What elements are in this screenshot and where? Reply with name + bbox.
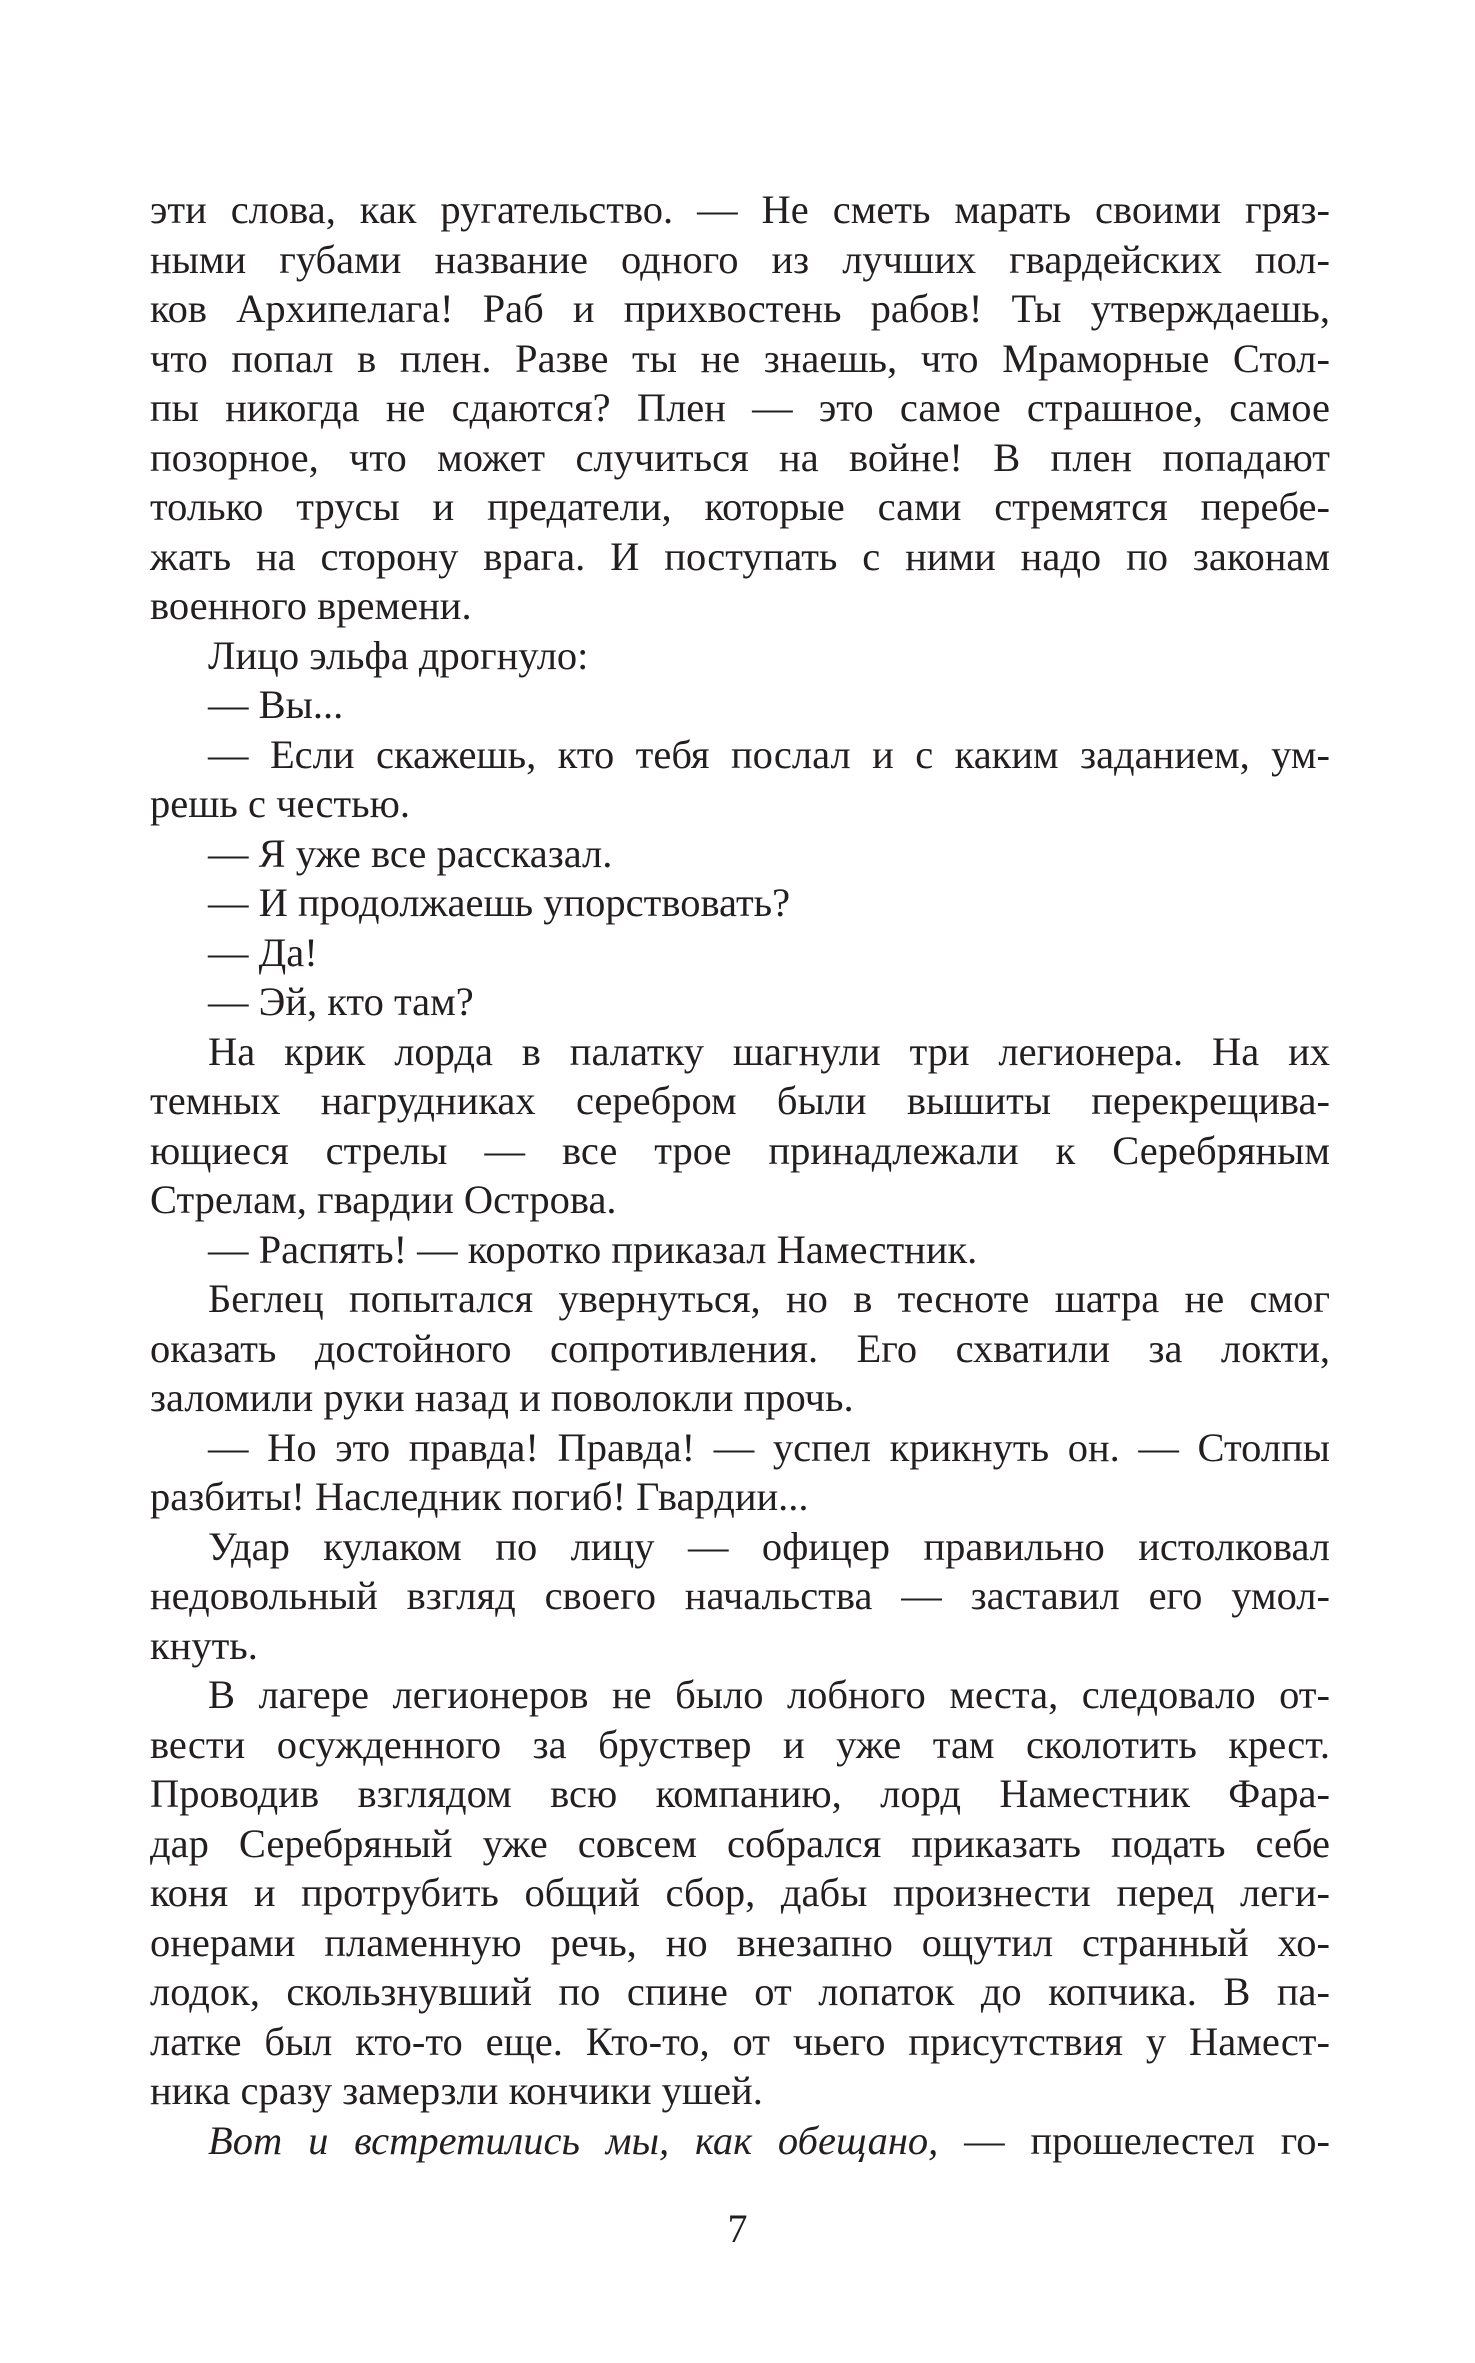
text-line: эти слова, как ругательство. — Не сметь марать своими гряз- — [150, 187, 1330, 232]
text-line: оказать достойного сопротивления. Его схватили за локти, — [150, 1325, 1330, 1371]
italic-phrase: Вот и встретились мы, как обещано, — [208, 2117, 939, 2163]
text-line — [150, 2116, 1330, 2166]
text-line: пы никогда не сдаются? Плен — это самое страшное, самое — [150, 385, 1330, 430]
text-line: ков Архипелага! Раб и прихвостень рабов! Ты утверждаешь, — [150, 286, 1330, 331]
text-line: лодок, скользнувший по спине от лопаток до копчика. В па- — [150, 1969, 1330, 2014]
text-line: военного времени. — [150, 583, 472, 628]
text-line: Лицо эльфа дрогнуло: — [208, 632, 589, 678]
text-line: ными губами название одного из лучших гвардейских пол- — [150, 236, 1330, 282]
text-line: только трусы и предатели, которые сами стремятся перебе- — [150, 484, 1330, 529]
page-text — [150, 185, 1330, 2116]
text-line: латке был кто-то еще. Кто-то, от чьего присутствия у Намест- — [150, 2018, 1330, 2064]
text-line: ющиеся стрелы — все трое принадлежали к Серебряным — [150, 1127, 1330, 1173]
text-line: вести осужденного за бруствер и уже там сколотить крест. — [150, 1721, 1330, 1767]
text-line: ника сразу замерзли кончики ушей. — [150, 2068, 763, 2113]
page-number: 7 — [727, 2206, 748, 2251]
text-line: Стрелам, гвардии Острова. — [150, 1177, 617, 1222]
text-line: На крик лорда в палатку шагнули три легионера. На их — [208, 1028, 1330, 1074]
text-line: — Эй, кто там? — [208, 979, 474, 1024]
text-line: кнуть. — [150, 1622, 258, 1668]
text-line: В лагере легионеров не было лобного места, следовало от- — [208, 1672, 1330, 1717]
text-line: заломили руки назад и поволокли прочь. — [150, 1375, 854, 1420]
text-line: — Я уже все рассказал. — [208, 830, 613, 876]
text-line: — И продолжаешь упорствовать? — [208, 880, 791, 925]
text-line: — Распять! — коротко приказал Наместник. — [208, 1226, 978, 1272]
text-line: — Вы... — [208, 682, 344, 727]
text-line: онерами пламенную речь, но внезапно ощутил странный хо- — [150, 1919, 1330, 1965]
text-line: что попал в плен. Разве ты не знаешь, что Мраморные Стол- — [150, 335, 1330, 381]
text-line: разбиты! Наследник погиб! Гвардии... — [150, 1474, 809, 1519]
text-line: решь с честью. — [150, 781, 410, 826]
text-line: позорное, что может случиться на войне! В плен попадают — [150, 434, 1330, 480]
text-line: жать на сторону врага. И поступать с ними надо по законам — [150, 533, 1330, 579]
text-line: — Но это правда! Правда! — успел крикнуть он. — Столпы — [208, 1424, 1330, 1470]
text-line: темных нагрудниках серебром были вышиты перекрещива- — [150, 1078, 1330, 1123]
text-fragment: — прошелестел го- — [938, 2117, 1331, 2163]
text-line: дар Серебряный уже совсем собрался приказать подать себе — [150, 1820, 1330, 1866]
text-line: — Да! — [208, 929, 318, 975]
text-line: Удар кулаком по лицу — офицер правильно истолковал — [208, 1523, 1330, 1569]
text-line: Проводив взглядом всю компанию, лорд Наместник Фара- — [150, 1771, 1330, 1816]
text-line: недовольный взгляд своего начальства — заставил его умол- — [150, 1573, 1330, 1618]
text-line: коня и протрубить общий сбор, дабы произнести перед леги- — [150, 1870, 1330, 1915]
text-line: — Если скажешь, кто тебя послал и с каким заданием, ум- — [208, 731, 1330, 777]
text-line: Беглец попытался увернуться, но в тесноте шатра не смог — [208, 1276, 1330, 1321]
